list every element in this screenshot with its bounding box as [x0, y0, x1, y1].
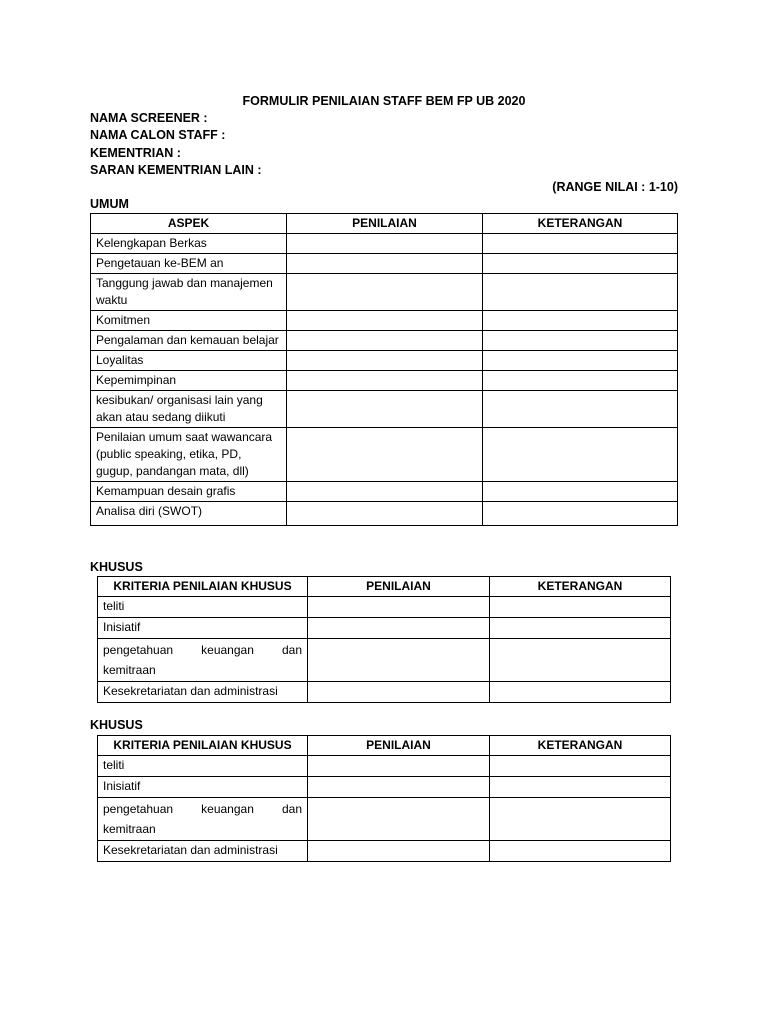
keterangan-cell[interactable]	[490, 777, 671, 798]
table-row	[98, 682, 671, 703]
header-penilaian: PENILAIAN	[308, 577, 490, 597]
keterangan-cell[interactable]	[490, 756, 671, 777]
field-kementrian: KEMENTRIAN :	[90, 146, 181, 160]
kriteria-cell: teliti	[98, 597, 308, 618]
keterangan-cell[interactable]	[490, 597, 671, 618]
penilaian-cell[interactable]	[308, 682, 490, 703]
keterangan-cell[interactable]	[483, 311, 678, 331]
kriteria-cell: pengetahuan keuangan dan kemitraan	[98, 798, 308, 841]
penilaian-cell[interactable]	[308, 597, 490, 618]
table-row	[91, 391, 678, 428]
table-header-row	[91, 214, 678, 234]
table-row	[98, 777, 671, 798]
aspek-cell: Pengalaman dan kemauan belajar	[91, 331, 287, 351]
penilaian-cell[interactable]	[308, 841, 490, 862]
kriteria-cell: Kesekretariatan dan administrasi	[98, 841, 308, 862]
penilaian-cell[interactable]	[308, 777, 490, 798]
header-penilaian: PENILAIAN	[308, 736, 490, 756]
table-row	[91, 482, 678, 502]
keterangan-cell[interactable]	[483, 331, 678, 351]
keterangan-cell[interactable]	[490, 841, 671, 862]
keterangan-cell[interactable]	[490, 618, 671, 639]
penilaian-cell[interactable]	[308, 618, 490, 639]
header-aspek: ASPEK	[91, 214, 287, 234]
header-kriteria: KRITERIA PENILAIAN KHUSUS	[98, 577, 308, 597]
aspek-cell: Komitmen	[91, 311, 287, 331]
aspek-cell: Analisa diri (SWOT)	[91, 502, 287, 526]
kriteria-cell: Inisiatif	[98, 777, 308, 798]
kriteria-cell: Inisiatif	[98, 618, 308, 639]
keterangan-cell[interactable]	[490, 798, 671, 841]
penilaian-cell[interactable]	[287, 482, 483, 502]
keterangan-cell[interactable]	[483, 482, 678, 502]
table-row	[91, 428, 678, 482]
range-nilai: (RANGE NILAI : 1-10)	[552, 180, 678, 194]
penilaian-cell[interactable]	[308, 798, 490, 841]
field-nama-screener: NAMA SCREENER :	[90, 111, 208, 125]
header-penilaian: PENILAIAN	[287, 214, 483, 234]
penilaian-cell[interactable]	[287, 371, 483, 391]
kriteria-cell: Kesekretariatan dan administrasi	[98, 682, 308, 703]
keterangan-cell[interactable]	[483, 502, 678, 526]
header-kriteria: KRITERIA PENILAIAN KHUSUS	[98, 736, 308, 756]
table-header-row	[98, 736, 671, 756]
keterangan-cell[interactable]	[483, 351, 678, 371]
header-keterangan: KETERANGAN	[483, 214, 678, 234]
form-title: FORMULIR PENILAIAN STAFF BEM FP UB 2020	[242, 94, 526, 108]
penilaian-cell[interactable]	[287, 311, 483, 331]
table-row	[98, 618, 671, 639]
table-khusus-1	[97, 576, 671, 703]
section-khusus-label: KHUSUS	[90, 560, 143, 574]
keterangan-cell[interactable]	[483, 234, 678, 254]
aspek-cell: Kelengkapan Berkas	[91, 234, 287, 254]
table-row	[91, 331, 678, 351]
table-row	[98, 841, 671, 862]
table-header-row	[98, 577, 671, 597]
header-keterangan: KETERANGAN	[490, 736, 671, 756]
penilaian-cell[interactable]	[308, 756, 490, 777]
table-row	[91, 234, 678, 254]
table-row	[98, 639, 671, 682]
penilaian-cell[interactable]	[287, 331, 483, 351]
penilaian-cell[interactable]	[287, 391, 483, 428]
penilaian-cell[interactable]	[287, 234, 483, 254]
aspek-cell: Penilaian umum saat wawancara (public speaking, etika, PD, gugup, pandangan mata, dll)	[91, 428, 287, 482]
aspek-cell: Kepemimpinan	[91, 371, 287, 391]
table-row	[91, 502, 678, 526]
penilaian-cell[interactable]	[287, 351, 483, 371]
aspek-cell: Loyalitas	[91, 351, 287, 371]
table-row	[91, 371, 678, 391]
table-row	[98, 756, 671, 777]
keterangan-cell[interactable]	[483, 274, 678, 311]
aspek-cell: Tanggung jawab dan manajemen waktu	[91, 274, 287, 311]
field-saran-kementrian-lain: SARAN KEMENTRIAN LAIN :	[90, 163, 262, 177]
field-nama-calon-staff: NAMA CALON STAFF :	[90, 128, 226, 142]
section-umum-label: UMUM	[90, 197, 129, 211]
keterangan-cell[interactable]	[490, 639, 671, 682]
table-row	[91, 274, 678, 311]
table-row	[91, 311, 678, 331]
table-row	[98, 597, 671, 618]
kriteria-cell: pengetahuan keuangan dan kemitraan	[98, 639, 308, 682]
table-row	[91, 254, 678, 274]
keterangan-cell[interactable]	[490, 682, 671, 703]
keterangan-cell[interactable]	[483, 254, 678, 274]
aspek-cell: Kemampuan desain grafis	[91, 482, 287, 502]
table-umum	[90, 213, 678, 526]
keterangan-cell[interactable]	[483, 371, 678, 391]
penilaian-cell[interactable]	[308, 639, 490, 682]
table-row	[98, 798, 671, 841]
keterangan-cell[interactable]	[483, 428, 678, 482]
aspek-cell: Pengetauan ke-BEM an	[91, 254, 287, 274]
keterangan-cell[interactable]	[483, 391, 678, 428]
penilaian-cell[interactable]	[287, 254, 483, 274]
kriteria-cell: teliti	[98, 756, 308, 777]
penilaian-cell[interactable]	[287, 274, 483, 311]
penilaian-cell[interactable]	[287, 428, 483, 482]
penilaian-cell[interactable]	[287, 502, 483, 526]
table-row	[91, 351, 678, 371]
section-khusus-label: KHUSUS	[90, 718, 143, 732]
header-keterangan: KETERANGAN	[490, 577, 671, 597]
aspek-cell: kesibukan/ organisasi lain yang akan atau sedang diikuti	[91, 391, 287, 428]
table-khusus-2	[97, 735, 671, 862]
